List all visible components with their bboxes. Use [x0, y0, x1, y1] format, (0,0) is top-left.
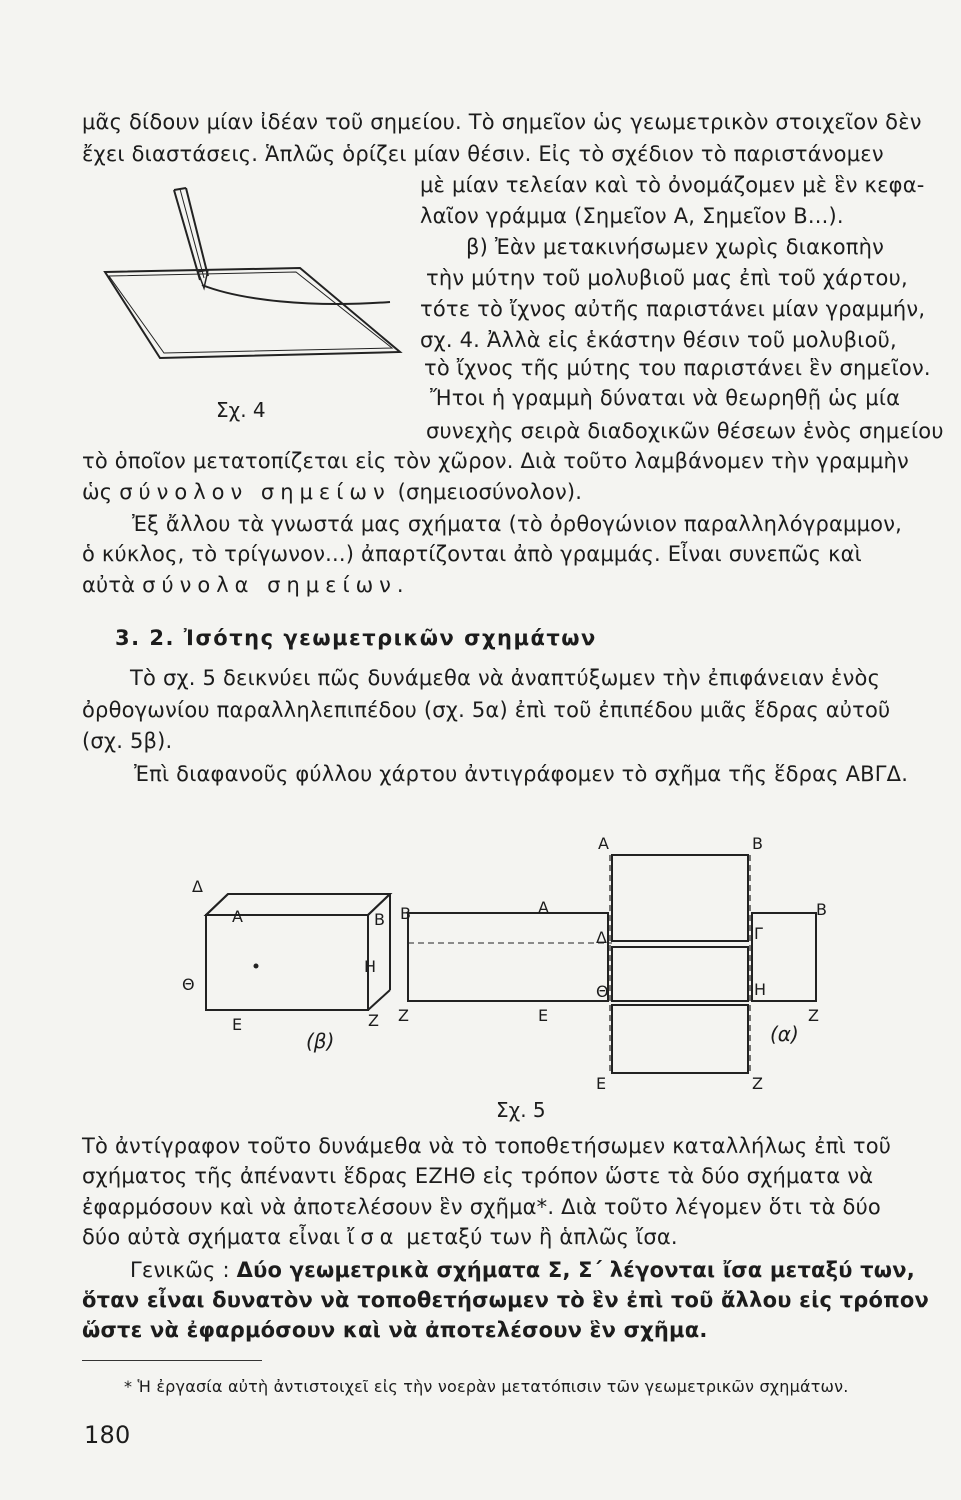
figure-5a-net-drawing [398, 834, 838, 1093]
definition-bold: ὅταν εἶναι δυνατὸν νὰ τοποθετήσωμεν τὸ ἓν ἐπὶ τοῦ ἄλλου εἰς τρόπον [82, 1288, 930, 1312]
figure-5-caption: Σχ. 5 [496, 1098, 546, 1122]
text-fragment: μεταξύ των ἢ ἁπλῶς ἴσα. [406, 1225, 678, 1249]
label-zeta: Ζ [398, 1006, 409, 1025]
text-line: Ἤτοι ἡ γραμμὴ δύναται νὰ θεωρηθῇ ὡς μία [430, 386, 901, 410]
spaced-term: σύνολον σημείων [119, 480, 391, 504]
label-alpha: Α [232, 907, 243, 926]
label-epsilon: Ε [596, 1074, 607, 1093]
text-line: Ἐπὶ διαφανοῦς φύλλου χάρτου ἀντιγράφομεν τὸ σχῆμα τῆς ἕδρας ΑΒΓΔ. [134, 762, 909, 786]
text-line: τότε τὸ ἴχνος αὐτῆς παριστάνει μίαν γραμμήν, [420, 297, 926, 321]
text-line: τὸ ὁποῖον μετατοπίζεται εἰς τὸν χῶρον. Διὰ τοῦτο λαμβάνομεν τὴν γραμμὴν [82, 449, 909, 473]
figure-5b-tag: (β) [306, 1029, 335, 1053]
text-line [82, 572, 410, 598]
spaced-term: σύνολα σημείων. [142, 573, 410, 597]
label-beta: Β [752, 834, 763, 853]
text-line: ἔχει διαστάσεις. Ἁπλῶς ὁρίζει μίαν θέσιν. Εἰς τὸ σχέδιον τὸ παριστάνομεν [82, 142, 884, 166]
label-alpha: Α [598, 834, 609, 853]
section-heading: 3. 2. Ἰσότης γεωμετρικῶν σχημάτων [115, 626, 597, 650]
text-fragment: ὡς [82, 480, 113, 504]
label-eta: Η [754, 980, 767, 999]
footnote: * Ἡ ἐργασία αὐτὴ ἀντιστοιχεῖ εἰς τὴν νοερὰν μετατόπισιν τῶν γεωμετρικῶν σχημάτων. [124, 1377, 849, 1396]
label-theta: Θ [596, 982, 609, 1001]
spaced-term: ἴσα [347, 1225, 400, 1249]
text-line: β) Ἐὰν μετακινήσωμεν χωρὶς διακοπὴν [466, 235, 885, 259]
footnote-divider [82, 1360, 262, 1361]
label-eta: Η [364, 957, 377, 976]
text-line: μᾶς δίδουν μίαν ἰδέαν τοῦ σημείου. Τὸ σημεῖον ὡς γεωμετρικὸν στοιχεῖον δὲν [82, 110, 922, 134]
text-fragment: Γενικῶς : [130, 1258, 230, 1282]
text-line: λαῖον γράμμα (Σημεῖον Α, Σημεῖον Β...). [420, 204, 844, 228]
label-epsilon: Ε [538, 1006, 549, 1025]
text-line: σχήματος τῆς ἀπέναντι ἕδρας ΕΖΗΘ εἰς τρόπον ὥστε τὰ δύο σχήματα νὰ [82, 1164, 874, 1188]
text-line: Τὸ ἀντίγραφον τοῦτο δυνάμεθα νὰ τὸ τοποθετήσωμεν καταλλήλως ἐπὶ τοῦ [82, 1134, 892, 1158]
label-beta: Β [374, 910, 385, 929]
label-theta: Θ [182, 975, 195, 994]
definition-bold: Δύο γεωμετρικὰ σχήματα Σ, Σ΄ λέγονται ἴσα μεταξύ των, [236, 1258, 915, 1282]
label-beta: Β [400, 904, 411, 923]
definition-bold: ὥστε νὰ ἐφαρμόσουν καὶ νὰ ἀποτελέσουν ἓν σχῆμα. [82, 1318, 708, 1342]
text-line: συνεχὴς σειρὰ διαδοχικῶν θέσεων ἑνὸς σημείου [426, 419, 944, 443]
figure-5b-box-drawing [180, 877, 410, 1060]
label-zeta: Ζ [808, 1006, 819, 1025]
text-line: Τὸ σχ. 5 δεικνύει πῶς δυνάμεθα νὰ ἀναπτύξωμεν τὴν ἐπιφάνειαν ἑνὸς [130, 666, 881, 690]
text-line [82, 479, 582, 505]
label-beta: Β [816, 900, 827, 919]
label-epsilon: Ε [232, 1015, 243, 1034]
text-fragment: αὐτὰ [82, 573, 136, 597]
text-line: Ἐξ ἄλλου τὰ γνωστά μας σχήματα (τὸ ὀρθογώνιον παραλληλόγραμμον, [132, 512, 902, 536]
text-line: ἐφαρμόσουν καὶ νὰ ἀποτελέσουν ἓν σχῆμα*. Διὰ τοῦτο λέγομεν ὅτι τὰ δύο [82, 1195, 881, 1219]
label-zeta: Ζ [368, 1011, 379, 1030]
text-line [130, 1257, 915, 1283]
text-line: σχ. 4. Ἀλλὰ εἰς ἑκάστην θέσιν τοῦ μολυβιοῦ, [420, 328, 897, 352]
text-line: μὲ μίαν τελείαν καὶ τὸ ὀνομάζομεν μὲ ἓν κεφα- [420, 173, 925, 197]
figure-4-caption: Σχ. 4 [216, 398, 266, 422]
text-fragment: δύο αὐτὰ σχήματα εἶναι [82, 1225, 341, 1249]
text-line: τὴν μύτην τοῦ μολυβιοῦ μας ἐπὶ τοῦ χάρτου, [426, 266, 908, 290]
label-alpha: Α [538, 898, 549, 917]
label-zeta: Ζ [752, 1074, 763, 1093]
text-line: (σχ. 5β). [82, 729, 173, 753]
label-gamma: Γ [754, 924, 763, 943]
text-line [82, 1224, 678, 1250]
text-line: ὁ κύκλος, τὸ τρίγωνον...) ἀπαρτίζονται ἀπὸ γραμμάς. Εἶναι συνεπῶς καὶ [82, 542, 862, 566]
figure-4-pencil-drawing [90, 180, 420, 380]
label-delta: Δ [192, 877, 203, 896]
text-line: τὸ ἴχνος τῆς μύτης του παριστάνει ἓν σημεῖον. [424, 356, 931, 380]
text-fragment: (σημειοσύνολον). [397, 480, 583, 504]
text-line: ὀρθογωνίου παραλληλεπιπέδου (σχ. 5α) ἐπὶ τοῦ ἐπιπέδου μιᾶς ἕδρας αὐτοῦ [82, 698, 891, 722]
figure-5a-tag: (α) [770, 1022, 799, 1046]
page-number: 180 [84, 1421, 131, 1449]
label-delta: Δ [596, 928, 607, 947]
